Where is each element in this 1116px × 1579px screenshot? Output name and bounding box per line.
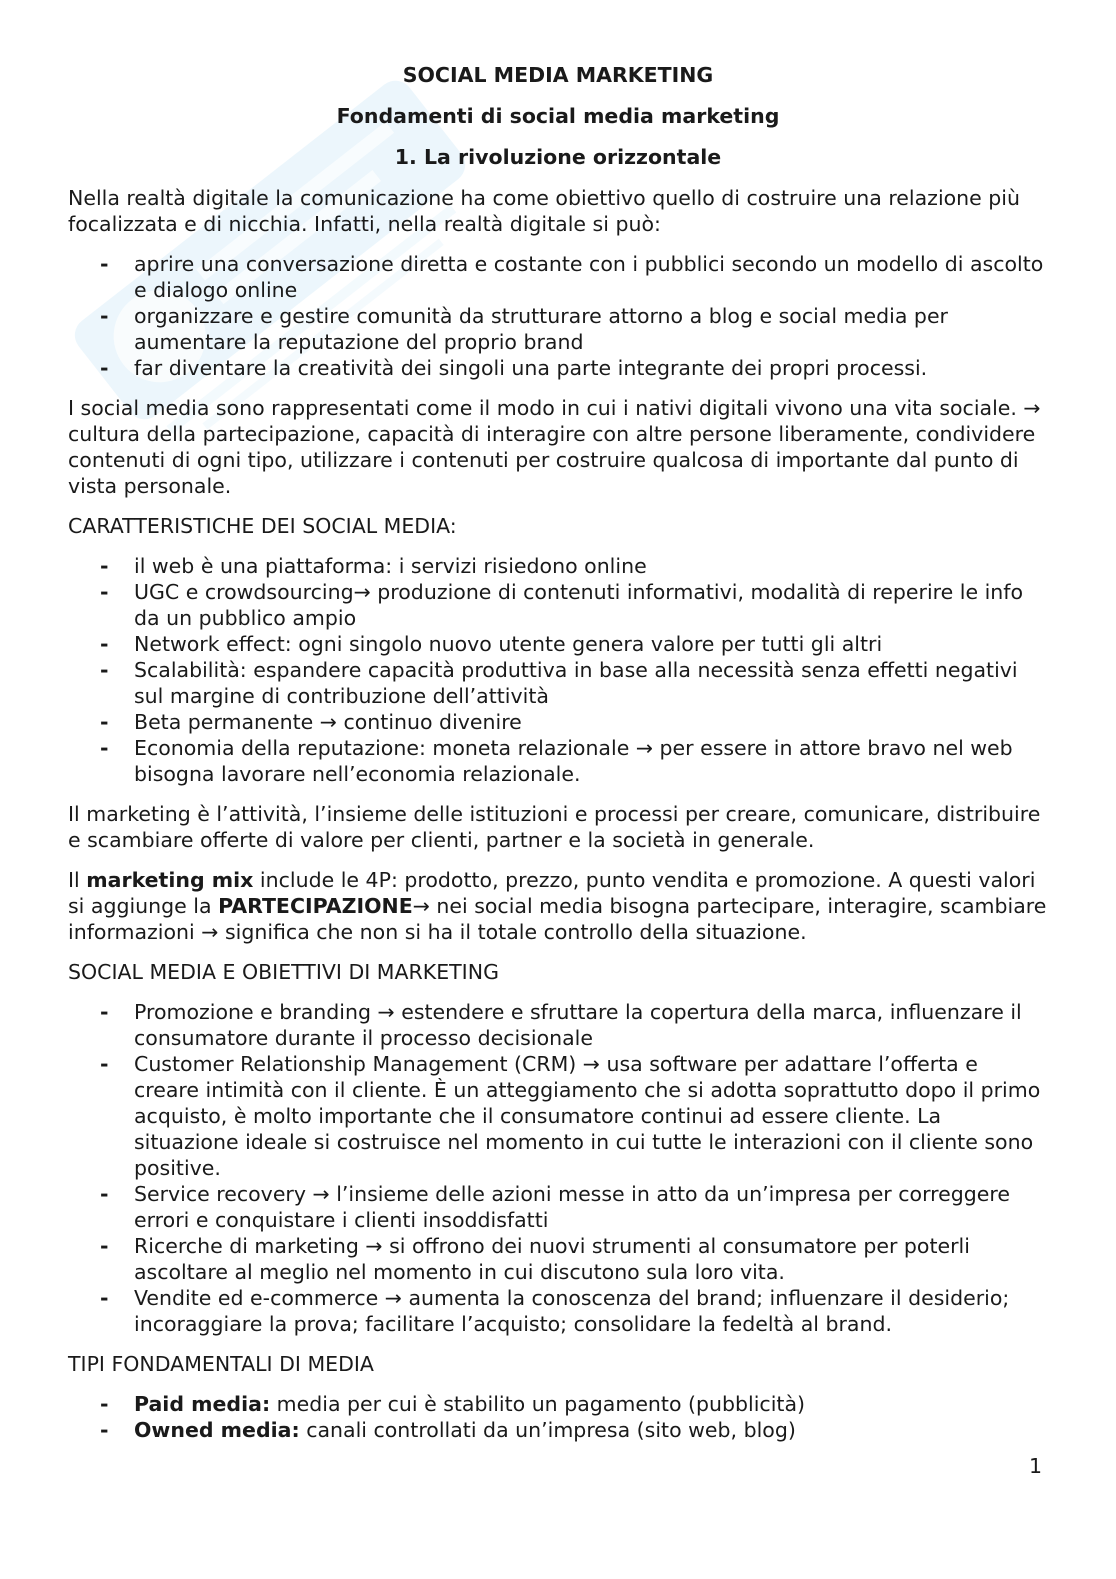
obiettivi-list <box>68 999 1048 1337</box>
list-item: - Network effect: ogni singolo nuovo utente genera valore per tutti gli altri <box>68 631 1048 657</box>
doc-subtitle: Fondamenti di social media marketing <box>336 104 780 128</box>
list-item: - Beta permanente → continuo divenire <box>68 709 1048 735</box>
intro-paragraph: Nella realtà digitale la comunicazione ha come obiettivo quello di costruire una relazione più focalizzata e di nicchia. Infatti, nella realtà digitale si può: <box>68 186 1020 236</box>
media-desc: media per cui è stabilito un pagamento (pubblicità) <box>270 1392 805 1416</box>
marketing-definition: Il marketing è l’attività, l’insieme delle istituzioni e processi per creare, comunicare, distribuire e scambiare offerte di valore per clienti, partner e la società in generale. <box>68 802 1041 852</box>
list-item: - UGC e crowdsourcing→ produzione di contenuti informativi, modalità di reperire le info da un pubblico ampio <box>68 579 1048 631</box>
page-number: 1 <box>1028 1454 1042 1478</box>
mix-text-3: → nei social media bisogna partecipare, interagire, scambiare informazioni → significa che non si ha il totale controllo della situazione. <box>68 894 1047 944</box>
list-item: - Promozione e branding → estendere e sfruttare la copertura della marca, influenzare il consumatore durante il processo decisionale <box>68 999 1048 1051</box>
doc-title: SOCIAL MEDIA MARKETING <box>402 63 714 87</box>
obiettivi-heading: SOCIAL MEDIA E OBIETTIVI DI MARKETING <box>68 960 499 984</box>
social-paragraph: I social media sono rappresentati come il modo in cui i nativi digitali vivono una vita sociale. → cultura della partecipazione, capacità di interagire con altre persone liberamente, condividere contenuti di ogni tipo, utilizzare i contenuti per costruire qualcosa di importante dal punto di vista personale. <box>68 396 1041 498</box>
list-item: - Scalabilità: espandere capacità produttiva in base alla necessità senza effetti negativi sul margine di contribuzione dell’attività <box>68 657 1048 709</box>
mix-bold-2: PARTECIPAZIONE <box>218 894 413 918</box>
list-item: - Customer Relationship Management (CRM) → usa software per adattare l’offerta e creare intimità con il cliente. È un atteggiamento che si adotta soprattutto dopo il primo acquisto, è molto importante che il consumatore continui ad essere cliente. La situazione ideale si costruisce nel momento in cui tutte le interazioni con il cliente sono positive. <box>68 1051 1048 1181</box>
mix-bold-1: marketing mix <box>86 868 254 892</box>
list-item <box>68 1391 1048 1417</box>
media-term: Paid media: <box>134 1392 271 1416</box>
tipi-heading: TIPI FONDAMENTALI DI MEDIA <box>68 1352 374 1376</box>
caratteristiche-list <box>68 553 1048 787</box>
list-item: - organizzare e gestire comunità da strutturare attorno a blog e social media per aumentare la reputazione del proprio brand <box>68 303 1048 355</box>
list-item: - Service recovery → l’insieme delle azioni messe in atto da un’impresa per correggere errori e conquistare i clienti insoddisfatti <box>68 1181 1048 1233</box>
list-item: - Economia della reputazione: moneta relazionale → per essere in attore bravo nel web bisogna lavorare nell’economia relazionale. <box>68 735 1048 787</box>
list-item: - Ricerche di marketing → si offrono dei nuovi strumenti al consumatore per poterli ascoltare al meglio nel momento in cui discutono sula loro vita. <box>68 1233 1048 1285</box>
section-heading: 1. La rivoluzione orizzontale <box>394 145 722 169</box>
list-item: - far diventare la creatività dei singoli una parte integrante dei propri processi. <box>68 355 1048 381</box>
media-desc: canali controllati da un’impresa (sito web, blog) <box>299 1418 796 1442</box>
caratteristiche-heading: CARATTERISTICHE DEI SOCIAL MEDIA: <box>68 514 457 538</box>
marketing-mix-paragraph <box>68 867 1048 945</box>
list-item: - il web è una piattaforma: i servizi risiedono online <box>68 553 1048 579</box>
intro-list <box>68 251 1048 381</box>
tipi-list <box>68 1391 1048 1443</box>
list-item: - aprire una conversazione diretta e costante con i pubblici secondo un modello di ascolto e dialogo online <box>68 251 1048 303</box>
mix-text-1: Il <box>68 868 87 892</box>
list-item <box>68 1417 1048 1443</box>
mix-text-2: include le 4P: prodotto, prezzo, punto vendita e promozione. A questi valori si aggiunge la <box>68 868 1036 918</box>
document-page <box>68 62 1048 1457</box>
media-term: Owned media: <box>134 1418 300 1442</box>
list-item: - Vendite ed e-commerce → aumenta la conoscenza del brand; influenzare il desiderio; incoraggiare la prova; facilitare l’acquisto; consolidare la fedeltà al brand. <box>68 1285 1048 1337</box>
